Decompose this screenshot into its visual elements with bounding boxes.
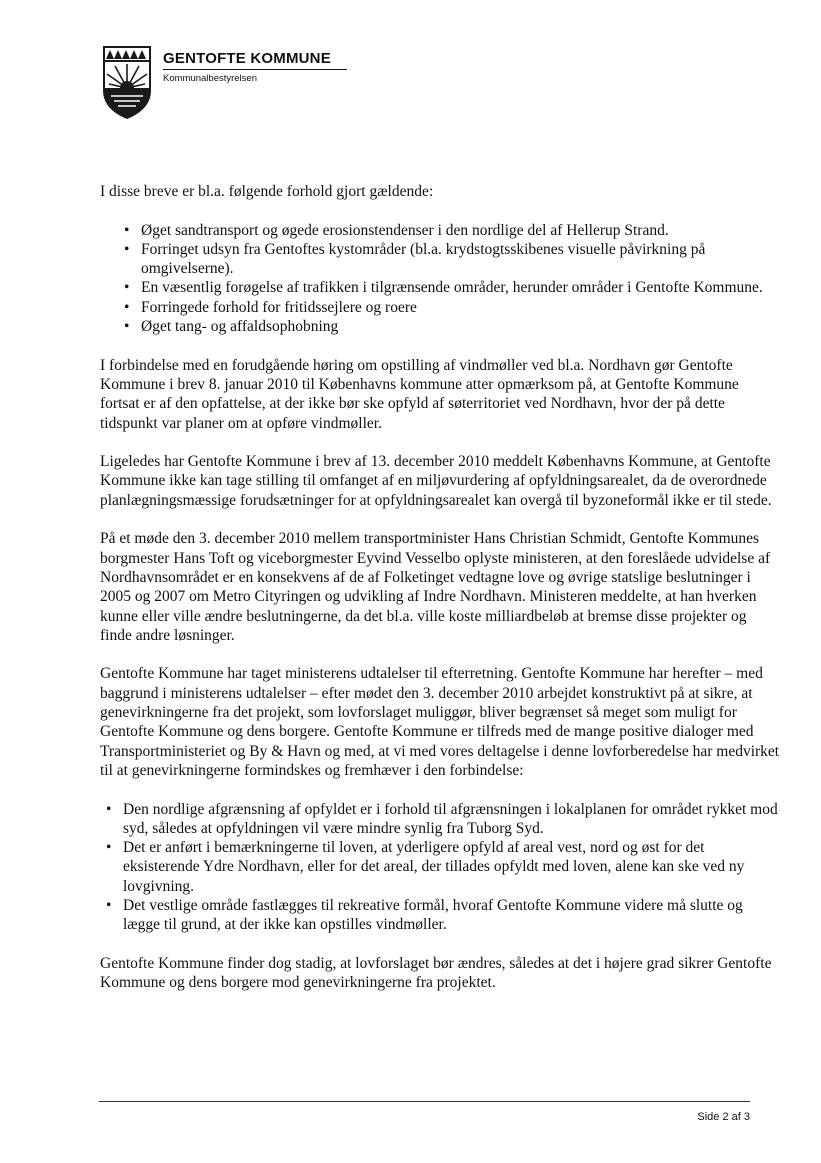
page-number: Side 2 af 3 [697, 1111, 750, 1123]
concerns-list [100, 221, 780, 337]
letterhead [101, 44, 361, 120]
paragraph: I forbindelse med en forudgående høring om opstilling af vindmøller ved bl.a. Nordhavn gør Gentofte Kommune i brev 8. januar 2010 til Københavns kommune atter opmærksom på, at Gentofte Kommune fortsat er af den opfattelse, at der ikke bør ske opfyld af søterritoriet ved Nordhavn, hvor der på dette tidspunkt var planer om at opføre vindmøller. [100, 356, 739, 432]
list-item: • Øget tang- og affaldsophobning [124, 318, 339, 336]
paragraph: Gentofte Kommune har taget ministerens udtalelser til efterretning. Gentofte Kommune har herefter – med baggrund i ministerens udtalelser – efter mødet den 3. december 2010 arbejdet konstruktivt på at sikre, at genevirkningerne fra det projekt, som lovforslaget muliggør, bliver begrænset så meget som muligt for Gentofte Kommune og dens borgere. Gentofte Kommune er tilfreds med de mange positive dialoger med Transportministeriet og By & Havn og med, at vi med vores deltagelse i denne lovforberedelse har medvirket til at genevirkningerne formindskes og fremhæver i den forbindelse: [100, 665, 780, 779]
list-item: • Øget sandtransport og øgede erosionstendenser i den nordlige del af Hellerup Strand. [124, 221, 669, 239]
list-item: • Det vestlige område fastlægges til rekreative formål, hvoraf Gentofte Kommune videre må slutte og lægge til grund, at der ikke kan opstilles vindmøller. [106, 896, 743, 934]
bullet-icon: • [124, 221, 130, 239]
list-item: • Forringet udsyn fra Gentoftes kystområder (bl.a. krydstogtsskibenes visuelle påvirkning på omgivelserne). [124, 240, 706, 278]
gentofte-crest-icon [101, 44, 153, 120]
bullet-icon: • [106, 839, 112, 857]
paragraph: I disse breve er bl.a. følgende forhold gjort gældende: [100, 183, 434, 200]
list-item: • Den nordlige afgrænsning af opfyldet er i forhold til afgrænsningen i lokalplanen for området rykket mod syd, således at opfyldningen vil være mindre synlig fra Tuborg Syd. [106, 800, 778, 837]
header-rule [163, 69, 347, 70]
list-item: • En væsentlig forøgelse af trafikken i tilgrænsende områder, herunder områder i Gentofte Kommune. [124, 279, 763, 297]
bullet-icon: • [124, 240, 130, 258]
highlights-list [100, 800, 780, 935]
paragraph: Gentofte Kommune finder dog stadig, at lovforslaget bør ændres, således at det i højere grad sikrer Gentofte Kommune og dens borgere mod genevirkningerne fra projektet. [100, 954, 772, 992]
bullet-icon: • [106, 800, 112, 818]
bullet-icon: • [124, 279, 130, 297]
footer-rule [99, 1101, 750, 1102]
bullet-icon: • [124, 298, 130, 316]
organization-subtitle: Kommunalbestyrelsen [163, 73, 257, 84]
organization-name: GENTOFTE KOMMUNE [163, 50, 331, 67]
bullet-icon: • [106, 896, 112, 914]
paragraph: Ligeledes har Gentofte Kommune i brev af 13. december 2010 meddelt Københavns Kommune, at Gentofte Kommune ikke kan tage stilling til omfanget af en miljøvurdering af opfyldningsarealet, da de overordnede planlægningsmæssige forudsætninger for at opfyldningsarealet kan overgå til byzoneformål ikke er til stede. [100, 453, 772, 509]
paragraph: På et møde den 3. december 2010 mellem transportminister Hans Christian Schmidt, Gentofte Kommunes borgmester Hans Toft og viceborgmester Eyvind Vesselbo oplyste ministeren, at den foreslåede udvidelse af Nordhavnsområdet er en konsekvens af de af Folketinget vedtagne love og øvrige statslige beslutninger i 2005 og 2007 om Metro Cityringen og udvikling af Indre Nordhavn. Ministeren meddelte, at han hverken kunne eller ville ændre beslutningerne, da det bl.a. ville koste milliardbeløb at bremse disse projekter og finde andre løsninger. [100, 530, 771, 644]
bullet-icon: • [124, 318, 130, 336]
list-item: • Det er anført i bemærkningerne til loven, at yderligere opfyld af areal vest, nord og øst for det eksisterende Ydre Nordhavn, eller for det areal, der tillades opfyldt med loven, alene kan ske ved ny lovgivning. [106, 839, 745, 895]
letter-body [100, 182, 780, 1012]
list-item: • Forringede forhold for fritidssejlere og roere [124, 298, 417, 316]
